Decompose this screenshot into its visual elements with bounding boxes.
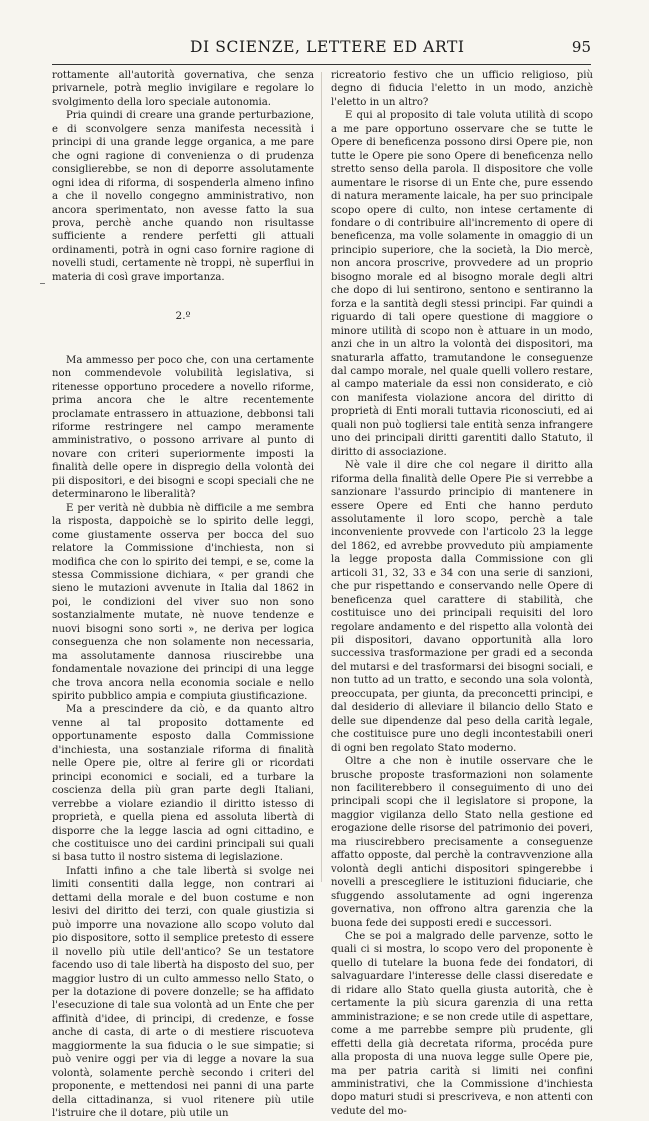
- paragraph: Pria quindi di creare una grande perturbazione, e di sconvolgere senza manifesta necessità i principi di una grande legge organica, a me pare che ogni ragione di convenienza o di prudenza consiglierebbe, se non di deporre assolutamente ogni idea di riforma, di sospenderla almeno infino a che il novello congegno amministrativo, non ancora sperimentato, non avesse fatto la sua prova, perchè anche quando non risultasse sufficiente a rendere perfetti gli attuali ordinamenti, potrà in ogni caso fornire ragione di novelli studi, certamente nè troppi, nè superflui in materia di così grave importanza.: [52, 110, 314, 283]
- paragraph: Ma ammesso per poco che, con una certamente non commendevole volubilità legislativa, si ritenesse opportuno procedere a novello riforme, prima ancora che le altre recentemente proclamate entrassero in attuazione, debbonsi tali riforme restringere nel campo meramente amministrativo, o possono arrivare al punto di novare con criteri superiormente imposti la finalità delle opere in dispregio della volontà dei pii dispositori, e dei bisogni e scopi speciali che ne determinarono le liberalità?: [52, 354, 314, 501]
- paragraph: Ma a prescindere da ciò, e da quanto altro venne al tal proposito dottamente ed opportunamente esposto dalla Commissione d'inchiesta, una sostanziale riforma di finalità nelle Opere pie, oltre al ferire gli or ricordati principi economici e sociali, ed a turbare la coscienza della più gran parte degli Italiani, verrebbe a violare eziandio il diritto istesso di proprietà, e quella piena ed assoluta libertà di disporre che la legge lascia ad ogni cittadino, e che costituisce uno dei cardini principali sui quali si basa tutto il nostro sistema di legislazione.: [52, 704, 314, 864]
- paragraph: Oltre a che non è inutile osservare che le brusche proposte trasformazioni non solamente non faciliterebbero il conseguimento di uno dei principali scopi che il legislatore si propone, la maggior vigilanza dello Stato nella gestione ed erogazione delle risorse del patrimonio dei poveri, ma riuscirebbero precisamente a conseguenze affatto opposte, dal perchè la contravvenzione alla volontà degli antichi dispositori spingerebbe i novelli a prescegliere le istituzioni fiduciarie, che sfuggendo assolutamente ad ogni ingerenza governativa, non offrono altra garenzia che la buona fede dei supposti eredi e successori.: [331, 756, 593, 929]
- section-number: 2.º: [175, 310, 191, 323]
- paragraph: Nè vale il dire che col negare il diritto alla riforma della finalità delle Opere Pie si verrebbe a sanzionare l'assurdo principio di mantenere in essere Opere ed Enti che hanno perduto assolutamente il loro scopo, perchè a tale inconveniente provvede con l'articolo 23 la legge del 1862, ed avrebbe provveduto più ampiamente la legge proposta dalla Commissione con gli articoli 31, 32, 33 e 34 con una serie di sanzioni, che pur rispettando e conservando nelle Opere di beneficenza quel carattere di stabilità, che costituisce uno dei principali requisiti del loro regolare andamento e del rispetto alla volontà dei pii dispositori, davano opportunità alla loro successiva trasformazione per gradi ed a seconda del mutarsi e del trasformarsi dei bisogni sociali, e non tutto ad un tratto, e secondo una sola volontà, preoccupata, per giunta, da preconcetti principi, e dal desiderio di alleviare il bilancio dello Stato e delle sue dipendenze dal peso della carità legale, che costituisce pure uno degli incontestabili oneri di ogni ben regolato Stato moderno.: [331, 460, 593, 754]
- page-number: 95: [571, 38, 591, 56]
- left-column: [52, 69, 314, 1121]
- page-header: [40, 38, 591, 60]
- header-rule: [52, 64, 591, 65]
- paragraph: Infatti infino a che tale libertà si svolge nei limiti consentiti dalla legge, non contrari ai dettami della morale e del buon costume e non lesivi del diritto dei terzi, con quale giustizia si può imporre una novazione allo scopo voluto dal pio dispositore, sotto il semplice pretesto di essere il novello più utile dell'antico? Se un testatore facendo uso di tale libertà ha disposto del suo, per maggior lustro di un culto ammesso nello Stato, o per la dotazione di povere donzelle; se ha affidato l'esecuzione di tale sua volontà ad un Ente che per affinità d'idee, di principi, di credenze, e fosse anche di casta, di arte o di mestiere riscuoteva maggiormente la sua fiducia o le sue simpatie; si può venire oggi per via di legge a novare la sua volontà, solamente perchè secondo i criteri del proponente, e mettendosi nei panni di una parte della cittadinanza, si vuol ritenere più utile l'istruire che il dotare, più utile un: [52, 865, 314, 1120]
- running-title: DI SCIENZE, LETTERE ED ARTI: [190, 38, 465, 56]
- paragraph: E qui al proposito di tale voluta utilità di scopo a me pare opportuno osservare che se tutte le Opere di beneficenza possono dirsi Opere pie, non tutte le Opere pie sono Opere di beneficenza nello stretto senso della parola. Il dispositore che volle aumentare le risorse di un Ente che, pure essendo di natura meramente laicale, ha per suo principale scopo opere di culto, non intese certamente di fondare o di contribuire all'incremento di opere di beneficenza, ma volle solamente in omaggio di un principio superiore, che la società, la Dio mercè, non ancora proscrive, provvedere ad un proprio bisogno morale ed al bisogno morale degli altri che dopo di lui sentirono, sentono e sentiranno la forza e la santità degli stessi principi. Far quindi a riguardo di tali opere questione di maggiore o minore utilità di scopo non è attuare in un modo, anzi che in un altro la volontà dei dispositori, ma snaturarla affatto, tramutandone le conseguenze dal campo morale, nel quale quelli vollero restare, al campo materiale da essi non considerato, e ciò con manifesta violazione ancora del diritto di proprietà di Enti morali tuttavia riconosciuti, ed ai quali non può togliersi tale entità senza infrangere uno dei principali diritti garentiti dallo Statuto, il diritto di associazione.: [331, 110, 593, 458]
- paragraph: rottamente all'autorità governativa, che senza privarnele, potrà meglio invigilare e regolare lo svolgimento della loro speciale autonomia.: [52, 70, 314, 108]
- paragraph: Che se poi a malgrado delle parvenze, sotto le quali ci si mostra, lo scopo vero del proponente è quello di tutelare la buona fede dei fondatori, di salvaguardare l'interesse delle classi diseredate e di ridare allo Stato quella giusta autorità, che è certamente la più sicura garenzia di una retta amministrazione; e se non crede utile di aspettare, come a me parrebbe sempre più prudente, gli effetti della già decretata riforma, procéda pure alla proposta di una nuova legge sulle Opere pie, ma per patria carità si limiti nei confini amministrativi, che la Commissione d'inchiesta dopo maturi studi si prescriveva, e non attenti con vedute del mo-: [331, 931, 593, 1117]
- paragraph: ricreatorio festivo che un ufficio religioso, più degno di fiducia l'eletto in un modo, anzichè l'eletto in un altro?: [331, 70, 593, 108]
- margin-mark: [40, 283, 45, 284]
- column-divider: [321, 72, 322, 882]
- paragraph: E per verità nè dubbia nè difficile a me sembra la risposta, dappoichè se lo spirito delle leggi, come giustamente osserva per bocca del suo relatore la Commissione d'inchiesta, non si modifica che con lo spirito dei tempi, e se, come la stessa Commissione dichiara, « per grandi che sieno le mutazioni avvenute in Italia dal 1862 in poi, le condizioni del viver suo non sono sostanzialmente mutate, nè nuove tendenze e nuovi bisogni sono sorti », ne deriva per logica conseguenza che non solamente non necessaria, ma assolutamente dannosa riuscirebbe una fondamentale novazione dei principi di una legge che trova ancora nella economia sociale e nello spirito pubblico ampia e compiuta giustificazione.: [52, 502, 314, 703]
- right-column: [331, 69, 593, 1118]
